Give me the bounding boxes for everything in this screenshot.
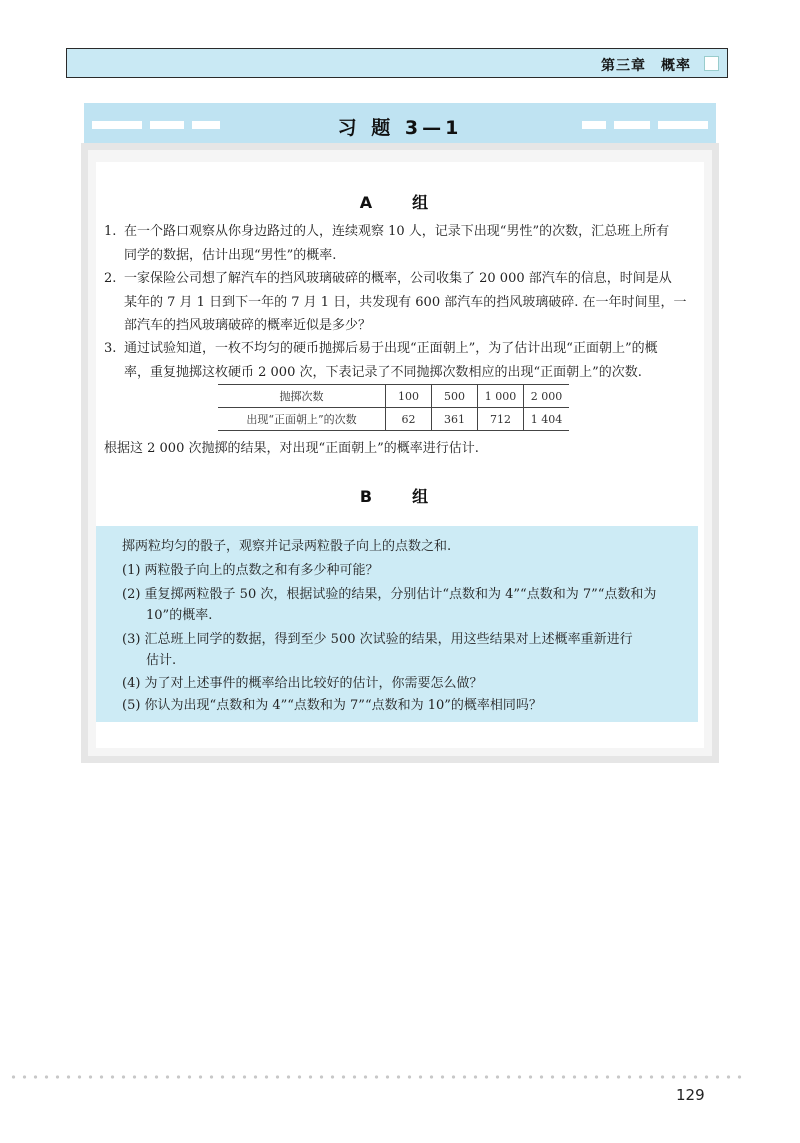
question-1 bbox=[104, 220, 698, 267]
table-row bbox=[218, 408, 569, 431]
exercise-title: 习 题 3—1 bbox=[337, 117, 463, 139]
question-text: 率，重复抛掷这枚硬币 2 000 次，下表记录了不同抛掷次数相应的出现“正面朝上”的次数. bbox=[124, 364, 642, 380]
group-b-item: (2) 重复掷两粒骰子 50 次，根据试验的结果，分别估计“点数和为 4”“点数和为 7”“点数和为 bbox=[122, 587, 657, 602]
group-b-item-continued: 10”的概率. bbox=[146, 608, 213, 623]
question-text: 某年的 7 月 1 日到下一年的 7 月 1 日，共发现有 600 部汽车的挡风玻璃破碎. 在一年时间里，一 bbox=[124, 294, 687, 310]
table-row bbox=[218, 385, 569, 408]
title-decoration-right bbox=[582, 121, 708, 129]
exercise-title-bar bbox=[84, 103, 716, 147]
footer-dotted-line bbox=[8, 1074, 748, 1080]
question-text: 在一个路口观察从你身边路过的人，连续观察 10 人，记录下出现“男性”的次数，汇总班上所有 bbox=[124, 224, 670, 239]
coin-toss-table bbox=[218, 384, 569, 431]
chapter-header bbox=[66, 48, 728, 78]
table-cell: 1 000 bbox=[478, 385, 524, 408]
group-b-heading: B 组 bbox=[359, 487, 441, 506]
table-cell: 1 404 bbox=[524, 408, 570, 431]
table-row-label: 抛掷次数 bbox=[218, 385, 386, 408]
question-text: 部汽车的挡风玻璃破碎的概率近似是多少？ bbox=[124, 318, 372, 333]
question-number: 1. bbox=[104, 224, 117, 239]
page-number: 129 bbox=[676, 1086, 705, 1104]
group-b-intro: 掷两粒均匀的骰子，观察并记录两粒骰子向上的点数之和. bbox=[122, 539, 452, 554]
table-cell: 500 bbox=[432, 385, 478, 408]
group-b-item: (4) 为了对上述事件的概率给出比较好的估计，你需要怎么做？ bbox=[122, 676, 483, 691]
table-row-label: 出现“正面朝上”的次数 bbox=[218, 408, 386, 431]
question-text: 根据这 2 000 次抛掷的结果，对出现“正面朝上”的概率进行估计. bbox=[104, 441, 479, 456]
table-cell: 361 bbox=[432, 408, 478, 431]
group-b-item-continued: 估计. bbox=[146, 653, 177, 668]
group-b-item: (3) 汇总班上同学的数据，得到至少 500 次试验的结果，用这些结果对上述概率重新进行 bbox=[122, 632, 633, 647]
question-number: 2. bbox=[104, 271, 117, 286]
header-square-decoration bbox=[704, 56, 719, 71]
group-a-heading: A 组 bbox=[359, 193, 441, 212]
question-3 bbox=[104, 337, 698, 384]
question-text: 同学的数据，估计出现“男性”的概率. bbox=[124, 247, 337, 263]
group-b-item: (5) 你认为出现“点数和为 4”“点数和为 7”“点数和为 10”的概率相同吗？ bbox=[122, 698, 542, 713]
table-cell: 2 000 bbox=[524, 385, 570, 408]
table-cell: 712 bbox=[478, 408, 524, 431]
question-text: 一家保险公司想了解汽车的挡风玻璃破碎的概率，公司收集了 20 000 部汽车的信息，时间是从 bbox=[124, 271, 672, 286]
table-cell: 62 bbox=[386, 408, 432, 431]
question-2 bbox=[104, 267, 698, 338]
question-3-conclusion bbox=[104, 437, 698, 461]
question-text: 通过试验知道，一枚不均匀的硬币抛掷后易于出现“正面朝上”，为了估计出现“正面朝上”的概 bbox=[124, 341, 658, 356]
group-b-item: (1) 两粒骰子向上的点数之和有多少种可能？ bbox=[122, 563, 379, 578]
table-cell: 100 bbox=[386, 385, 432, 408]
chapter-title: 第三章 概率 bbox=[601, 58, 691, 74]
question-number: 3. bbox=[104, 341, 117, 356]
